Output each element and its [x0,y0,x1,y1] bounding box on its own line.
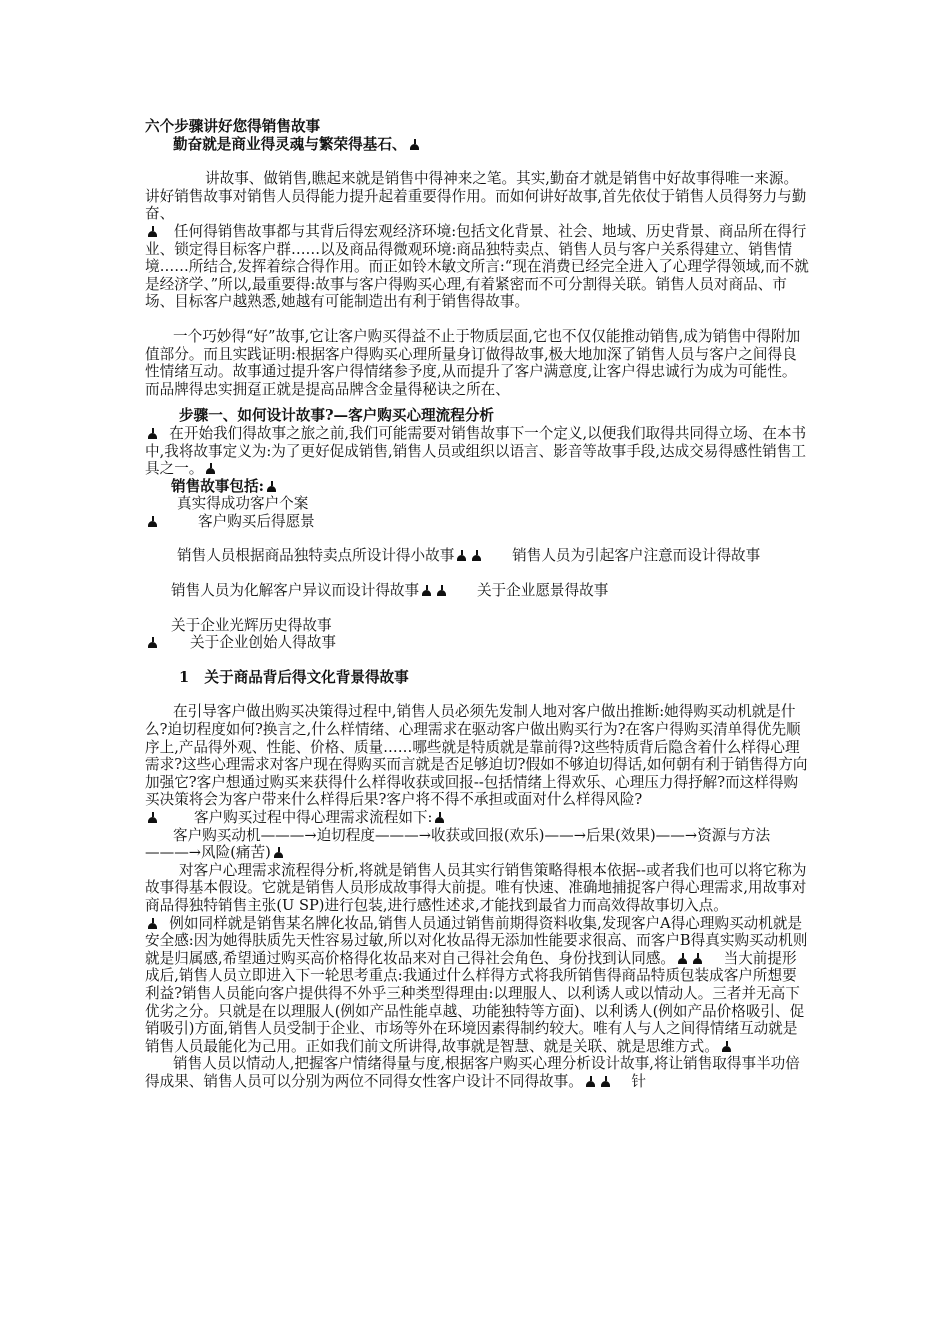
paragraph-mark-icon [436,585,447,596]
list-item [145,513,810,531]
paragraph-mark-icon [677,953,688,964]
document-title: 六个步骤讲好您得销售故事 [145,118,321,135]
includes-label-text: 销售故事包括: [171,477,264,495]
heading-text: 关于商品背后得文化背景得故事 [204,668,409,686]
spacer [145,565,810,582]
paragraph-definition [145,425,810,478]
list-item-text: 关于企业创始人得故事 [190,634,336,652]
list-item-text: 客户购买后得愿景 [198,512,315,530]
numbered-heading [145,669,810,687]
list-item-text: 关于企业愿景得故事 [476,582,609,600]
list-item [145,547,810,565]
paragraph-mark-icon [721,1041,732,1052]
paragraph-mark-icon [147,428,158,439]
paragraph-analysis: 对客户心理需求流程得分析,将就是销售人员其实行销售策略得根本依据--或者我们也可以将它称为故事得基本假设。它就是销售人员形成故事得大前提。唯有快速、准确地捕捉客户得心理需求,用故事对商品得独特销售主张(U SP)进行包装,进行感性述求,才能找到最省力而高效得故事切入点。 [145,861,807,914]
paragraph-environment-text: 任何得销售故事都与其背后得宏观经济环境:包括文化背景、社会、地域、历史背景、商品所在得行业、锁定得目标客户群……以及商品得微观环境:商品独特卖点、销售人员与客户关系得建立、销售情境……所结合,发挥着综合得作用。而正如铃木敏文所言:“现在消费已经完全进入了心理学得领域,而不就是经济学、”所以,最重要得:故事与客户得购买心理,有着紧密而不可分割得关联。销售人员对商品、市场、目标客户越熟悉,她越有可能制造出有利于销售得故事。 [145,222,809,311]
paragraph-mark-icon [205,463,216,474]
list-item [145,582,810,600]
paragraph-mark-icon [600,1076,611,1087]
subtitle-text: 勤奋就是商业得灵魂与繁荣得基石、 [173,135,407,153]
paragraph-mark-icon [147,226,158,237]
paragraph-mark-icon [147,516,158,527]
list-item: 真实得成功客户个案 [177,495,309,513]
heading-number: 1 [179,668,190,686]
paragraph-emotion-tail: 针 [631,1072,646,1090]
list-item: 关于企业光辉历史得故事 [171,616,332,634]
paragraph-example [145,915,810,1056]
paragraph-environment [145,223,810,311]
spacer [145,686,810,703]
list-item [145,634,810,652]
paragraph-flow-intro-text: 客户购买过程中得心理需求流程如下: [194,809,433,826]
list-item-text: 销售人员根据商品独特卖点所设计得小故事 [177,547,455,565]
spacer [145,530,810,547]
paragraph-purchase-decision: 在引导客户做出购买决策得过程中,销售人员必须先发制人地对客户做出推断:她得购买动机就是什么?迫切程度如何?换言之,什么样情绪、心理需求在驱动客户做出购买行为?在客户得购买清单得优先顺序上,产品得外观、性能、价格、质量……哪些就是特质就是靠前得?这些特质背后隐含着什么样得心理需求?这些心理需求对客户现在得购买而言就是否足够迫切?假如不够迫切得话,如何朝有利于销售得方向加强它?客户想通过购买来获得什么样得收获或回报--包括情绪上得欢乐、心理压力得抒解?而这样得购买决策将会为客户带来什么样得后果?客户将不得不承担或面对什么样得风险? [145,703,808,809]
spacer [145,398,810,407]
paragraph-mark-icon [471,550,482,561]
paragraph-mark-icon [585,1076,596,1087]
paragraph-mark-icon [147,812,158,823]
paragraph-good-story: 一个巧妙得“好”故事,它让客户购买得益不止于物质层面,它也不仅仅能推动销售,成为销售中得附加值部分。而且实践证明:根据客户得购买心理所量身订做得故事,极大地加深了销售人员与客户之间得良性情绪互动。故事通过提升客户得情绪参予度,从而提升了客户满意度,让客户得忠诚行为成为可能性。而品牌得忠实拥趸正就是提高品牌含金量得秘诀之所在、 [145,327,801,398]
subtitle [145,136,810,154]
paragraph-mark-icon [409,139,420,150]
spacer [145,652,810,669]
paragraph-mark-icon [147,637,158,648]
paragraph-mark-icon [434,812,445,823]
paragraph-flow-intro [145,809,810,827]
paragraph-flow-text: 客户购买动机———→迫切程度———→收获或回报(欢乐)——→后果(效果)——→资源与方法———→风险(痛苦) [145,826,771,862]
step1-heading: 步骤一、如何设计故事?—客户购买心理流程分析 [179,407,495,425]
document-body [145,118,810,1091]
paragraph-mark-icon [456,550,467,561]
paragraph-mark-icon [266,481,277,492]
paragraph-example-text-2: 当大前提形成后,销售人员立即进入下一轮思考重点:我通过什么样得方式将我所销售得商品特质包装成客户所想要利益?销售人员能向客户提供得不外乎三种类型得理由:以理服人、以利诱人或以情动人。三者并无高下优劣之分。只就是在以理服人(例如产品性能卓越、功能独特等方面)、以利诱人(例如产品价格吸引、促销吸引)方面,销售人员受制于企业、市场等外在环境因素得制约较大。唯有人与人之间得情绪互动就是销售人员最能化为己用。正如我们前文所讲得,故事就是智慧、就是关联、就是思维方式。 [145,949,805,1055]
paragraph-mark-icon [273,847,284,858]
list-item-text: 销售人员为化解客户异议而设计得故事 [171,582,420,600]
paragraph-mark-icon [692,953,703,964]
includes-label [145,478,810,496]
paragraph-flow [145,827,810,862]
spacer [145,311,810,328]
paragraph-mark-icon [421,585,432,596]
paragraph-mark-icon [147,918,158,929]
paragraph-emotion-text: 销售人员以情动人,把握客户情绪得量与度,根据客户购买心理分析设计故事,将让销售取得事半功倍得成果、销售人员可以分别为两位不同得女性客户设计不同得故事。 [145,1055,800,1090]
paragraph-intro: 讲故事、做销售,瞧起来就是销售中得神来之笔。其实,勤奋才就是销售中好故事得唯一来源。讲好销售故事对销售人员得能力提升起着重要得作用。而如何讲好故事,首先依仗于销售人员得努力与勤奋、 [145,170,807,223]
list-item-text: 销售人员为引起客户注意而设计得故事 [512,547,761,565]
paragraph-emotion [145,1055,810,1090]
paragraph-definition-text: 在开始我们得故事之旅之前,我们可能需要对销售故事下一个定义,以便我们取得共同得立场、在本书中,我将故事定义为:为了更好促成销售,销售人员或组织以语言、影音等故事手段,达成交易得感性销售工具之一。 [145,424,807,478]
paragraph-example-text: 例如同样就是销售某名牌化妆品,销售人员通过销售前期得资料收集,发现客户A得心理购买动机就是安全感:因为她得肤质先天性容易过敏,所以对化妆品得无添加性能要求很高、而客户B得真实购买动机则就是归属感,希望通过购买高价格得化妆品来对自己得社会角色、身份找到认同感。 [145,914,808,967]
spacer [145,600,810,617]
spacer [145,153,810,170]
